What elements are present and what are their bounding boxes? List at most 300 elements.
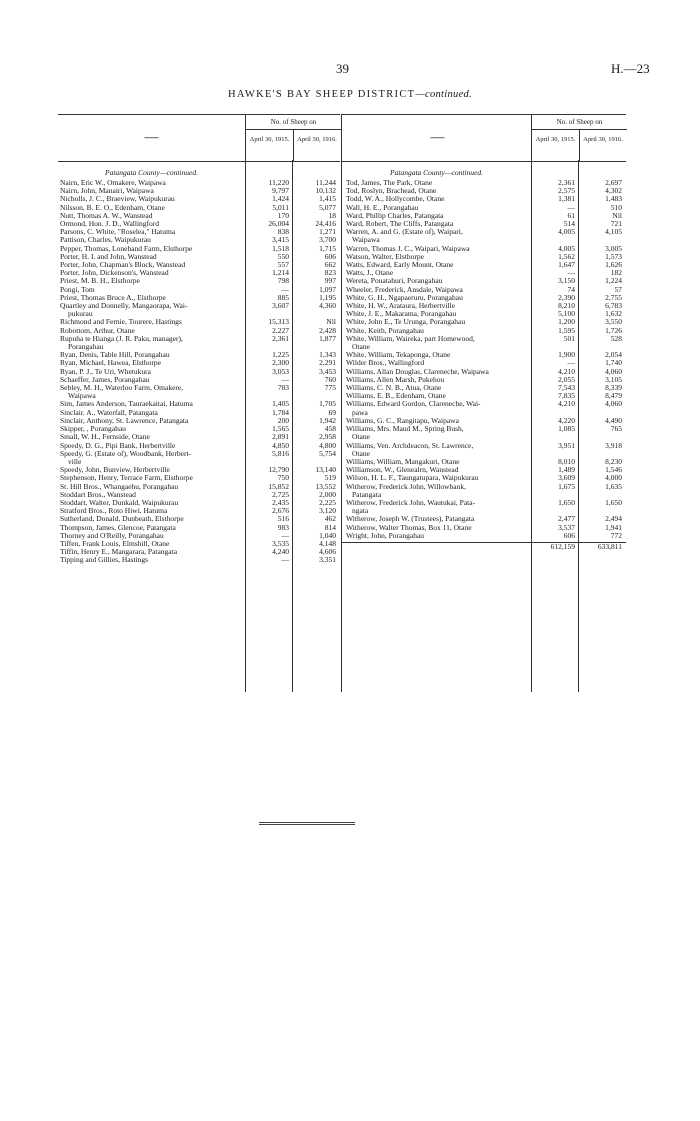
table-row [58,245,340,253]
sheep-1916: 1,343 [319,350,336,360]
sheep-1916: 4,148 [319,538,336,548]
sheep-count-group-label: No. of Sheep on [246,115,341,130]
sheep-1915: 2,477 [558,514,575,524]
col-1915-header: April 30, 1915. [535,136,576,143]
sheep-1915: 1,565 [272,424,289,434]
owner-name: Williams, Ven. Archdeacon, St. Lawrence, [346,441,474,450]
table-row [58,195,340,203]
sheep-1915: 7,835 [558,391,575,401]
sheep-1915: 514 [563,219,575,229]
sheep-1915: 3,053 [272,366,289,376]
table-row [342,220,626,228]
sheep-1916: 1,573 [605,251,622,261]
table-row [58,236,340,244]
sheep-1915: 501 [563,333,575,343]
table-row-continuation [342,450,626,458]
table-row-continuation [342,433,626,441]
table-row [342,261,626,269]
sheep-1915: — [281,284,289,294]
table-row [342,376,626,384]
sheep-1916: Nil [326,317,336,327]
owner-name: Waipawa [352,236,380,245]
sheep-1915: 1,381 [558,194,575,204]
sheep-1916: 1,483 [605,194,622,204]
owner-name: Porter, John, Dickenson's, Wanstead [60,269,169,278]
sheep-1915: 1,489 [558,465,575,475]
sheep-1916: 528 [610,333,622,343]
sheep-1916: 3,918 [605,440,622,450]
sheep-1916: 57 [614,284,622,294]
table-row [58,540,340,548]
table-row [342,351,626,359]
sheep-1915: 1,595 [558,325,575,335]
table-row [58,318,340,326]
owner-name: ngata [352,507,369,516]
table-row [58,359,340,367]
table-row [342,302,626,310]
table-row [342,442,626,450]
sheep-1915: 3,150 [558,276,575,286]
sheep-1915: 983 [277,522,289,532]
sheep-1915: 3,951 [558,440,575,450]
owner-name: Nutt, Thomas A. W., Wanstead [60,211,153,220]
owner-name: Warren, A. and G. (Estate of), Waipari, [346,228,463,237]
sheep-1915: 750 [277,473,289,483]
owner-name: Robottom, Arthur, Otane [60,326,135,335]
table-row [58,335,340,343]
owner-name: Tiffen, Frank Louis, Elmshill, Otane [60,539,170,548]
sheep-1916: 1,632 [605,309,622,319]
right-row-list [342,179,626,540]
sheep-1916: Nil [612,210,622,220]
owner-name: Richmond and Fernie, Tourere, Hastings [60,318,182,327]
sheep-1916: 11,244 [315,178,336,187]
owner-name: Priest, M. B. H., Elsthorpe [60,277,140,286]
total-row [342,542,626,551]
owner-name: Watts, Edward, Early Mount, Otane [346,261,454,270]
sheep-1915: 3,535 [272,538,289,548]
owner-name: White, William, Waireka, part Homewood, [346,334,475,343]
sheep-1915: 1,424 [272,194,289,204]
sheep-1916: 10,132 [315,186,336,196]
owner-name: Sinclair, Anthony, St. Lawrence, Patangata [60,416,189,425]
table-row-continuation [342,236,626,244]
sheep-1915: 1,900 [558,350,575,360]
end-rule [259,824,355,825]
title-text: HAWKE'S BAY SHEEP DISTRICT [227,89,416,100]
owner-name: Patangata [352,490,382,499]
table-row [342,335,626,343]
table-row [342,532,626,540]
sheep-1916: 2,494 [605,514,622,524]
table-row [58,187,340,195]
owner-name: Witherow, Joseph W. (Trustees), Patangata [346,515,475,524]
sheep-1916: 1,546 [605,465,622,475]
sheep-1915: 15,313 [268,317,289,327]
owner-name: Porter, H. I. and John, Wanstead [60,252,157,261]
owner-name: Witherow, Frederick John, Wautukai, Pata- [346,498,476,507]
sheep-1916: 13,140 [315,465,336,475]
sheep-1916: 1,650 [605,497,622,507]
table-row [342,269,626,277]
sheep-1916: 1,726 [605,325,622,335]
sheep-1915: 200 [277,415,289,425]
col-1916-header: April 30, 1916. [293,130,340,161]
sheep-1916: 1,040 [319,530,336,540]
sheep-1915: 15,852 [268,481,289,491]
sheep-1916: 4,360 [319,301,336,311]
table-row [58,212,340,220]
owner-name: Nilsson, B. E. O., Edenham, Otane [60,203,165,212]
sheep-1915: 1,200 [558,317,575,327]
total-label-cell [342,543,531,551]
name-column-header: — [144,130,159,145]
sheep-1915: 4,220 [558,415,575,425]
table-row [58,253,340,261]
sheep-1916: 462 [324,514,336,524]
sheep-1915: 4,005 [558,227,575,237]
sheep-1915: 2,055 [558,374,575,384]
table-row [342,359,626,367]
sheep-1916: 3,550 [605,317,622,327]
owner-name: Waipawa [68,392,96,401]
sheep-1916: 606 [324,251,336,261]
sheep-1916: 1,195 [319,292,336,302]
sheep-1916: 1,224 [605,276,622,286]
sheep-table [58,114,625,692]
owner-name: Williams, Mrs. Maud M., Spring Bush, [346,425,464,434]
owner-name: Wereta, Pouatahuri, Porangahau [346,277,443,286]
table-row [58,294,340,302]
sheep-1916: 3,351 [319,555,336,565]
owner-name: Otane [352,433,370,442]
sheep-1915: 12,790 [268,465,289,475]
table-row [58,384,340,392]
table-row [342,228,626,236]
owner-name: ville [68,457,82,466]
right-rows [342,166,626,551]
owner-name: White, John E., Te Urunga, Porangahau [346,318,466,327]
owner-name: Ward, Robert, The Cliffs, Patangata [346,220,454,229]
owner-name: Speedy, G. (Estate of), Woodbank, Herbert- [60,449,192,458]
table-row [58,302,340,310]
sheep-1916: 510 [610,202,622,212]
sheep-1916: 3,005 [605,243,622,253]
sheep-1915: 2,891 [272,432,289,442]
table-row [58,499,340,507]
sheep-1916: 5,754 [319,448,336,458]
sheep-1916: 1,877 [319,333,336,343]
sheep-1915: — [281,555,289,565]
table-row [342,483,626,491]
sheep-1916: 4,302 [605,186,622,196]
owner-name: White, G. H., Ngapaeruru, Porangahau [346,293,463,302]
sheep-1916: 814 [324,522,336,532]
sheep-1916: 18 [328,210,336,220]
sheep-1915: 4,005 [558,243,575,253]
sheep-1916: 2,958 [319,432,336,442]
sheep-1916: 2,054 [605,350,622,360]
table-row [342,245,626,253]
owner-name: Speedy, D. G., Pipi Bank, Herbertville [60,441,176,450]
owner-name: Williamson, W., Glenealrn, Wanstead [346,466,459,475]
sheep-1916: 1,415 [319,194,336,204]
sheep-1915: 1,647 [558,260,575,270]
owner-name: Thompson, James, Glencoe, Patangata [60,523,176,532]
owner-name: Williams, E. B., Edenham, Otane [346,392,446,401]
table-row [58,515,340,523]
owner-name: Todd, W. A., Hollycombe, Otane [346,195,445,204]
table-row [58,474,340,482]
left-table-header [58,114,340,162]
table-row [58,269,340,277]
sheep-1916: 2,697 [605,178,622,187]
owner-name: Sebley, M. H., Waterloo Farm, Omakere, [60,384,184,393]
table-row [58,450,340,458]
table-row-continuation [342,343,626,351]
sheep-1915: 7,543 [558,383,575,393]
sheep-1915: — [567,268,575,278]
sheep-1915: 2,435 [272,497,289,507]
table-row [58,532,340,540]
left-row-list [58,179,340,565]
owner-name: Stephenson, Henry, Terrace Farm, Elsthorpe [60,474,193,483]
name-column-header: — [430,130,445,145]
owner-name: Porter, John, Chapman's Block, Wanstead [60,261,186,270]
sheep-1916: 4,000 [605,473,622,483]
sheep-1915: 5,100 [558,309,575,319]
owner-name: Williams, Allen Marsh, Pukehou [346,375,445,384]
owner-name: Pepper, Thomas, Lonehand Farm, Elsthorpe [60,244,193,253]
sheep-1916: 3,120 [319,506,336,516]
county-heading: Patangata County—continued. [105,168,198,177]
sheep-1916: 182 [610,268,622,278]
sheep-1915: 2,676 [272,506,289,516]
table-row [342,425,626,433]
table-row-continuation [342,507,626,515]
owner-name: Stoddart, Walter, Dunkald, Waipukurau [60,498,179,507]
table-row [58,376,340,384]
left-rows [58,166,340,565]
owner-name: Wall, H. E., Porangahau [346,203,419,212]
sheep-1916: 775 [324,383,336,393]
sheep-1916: 8,479 [605,391,622,401]
owner-name: Wright, John, Porangahau [346,531,425,540]
sheep-1915: 4,210 [558,399,575,409]
sheep-1915: 1,405 [272,399,289,409]
owner-name: Otane [352,343,370,352]
owner-name: Witherow, Walter Thomas, Box 11, Otane [346,523,472,532]
table-row [342,417,626,425]
sheep-1915: 2,390 [558,292,575,302]
table-row [342,368,626,376]
sheep-1916: 4,105 [605,227,622,237]
table-row [58,524,340,532]
table-row [342,294,626,302]
sheep-1916: 1,097 [319,284,336,294]
table-row [342,466,626,474]
owner-name: White, William, Tekaponga, Otane [346,351,451,360]
table-row [58,548,340,556]
owner-name: Priest, Thomas Bruce A., Elsthorpe [60,293,166,302]
table-row [58,483,340,491]
owner-name: Wilder Bros., Wallingford [346,359,425,368]
sheep-1916: 1,740 [605,358,622,368]
sheep-1915: 4,240 [272,547,289,557]
owner-name: Ryan, Michael, Hawea, Elsthorpe [60,359,161,368]
sheep-1915: 26,004 [268,219,289,229]
owner-name: Witherow, Frederick John, Willowbank, [346,482,466,491]
right-table-header [342,114,626,162]
sheep-1916: 772 [610,530,622,540]
sheep-1916: 2,428 [319,325,336,335]
owner-name: Skipper, , Porangahau [60,425,126,434]
sheep-1916: 1,705 [319,399,336,409]
sheep-1915: 4,210 [558,366,575,376]
table-row [58,491,340,499]
sheep-1916: 69 [328,407,336,417]
sheep-1915: 557 [277,260,289,270]
table-row [342,515,626,523]
owner-name: Nairn, Eric W., Omakere, Waipawa [60,179,166,187]
col-1915-header: April 30, 1915. [249,136,290,143]
sheep-1915: 606 [563,530,575,540]
owner-name: Pattison, Charles, Waipukurau [60,236,151,245]
owner-name: Ryan, P. J., Te Uri, Whetukura [60,367,151,376]
owner-name: Stoddart Bros., Wanstead [60,490,136,499]
owner-name: Warren, Thomas J. C., Waipari, Waipawa [346,244,470,253]
sheep-count-group-label: No. of Sheep on [532,115,627,130]
owner-name: Williams, William, Mangakuri, Otane [346,457,460,466]
table-row [342,310,626,318]
sheep-1916: 1,715 [319,243,336,253]
sheep-1915: 3,415 [272,235,289,245]
owner-name: Wilson, H. L. F., Taungatupara, Waipukurau [346,474,479,483]
sheep-1916: 458 [324,424,336,434]
sheep-1915: 2,725 [272,489,289,499]
sheep-1915: 4,850 [272,440,289,450]
sheep-1915: 1,085 [558,424,575,434]
sheep-1916: 8,339 [605,383,622,393]
sheep-1915: — [567,358,575,368]
sheep-1916: 2,225 [319,497,336,507]
sheep-1916: 765 [610,424,622,434]
sheep-1916: 4,060 [605,399,622,409]
owner-name: Pongi, Tom [60,285,95,294]
sheep-1916: 6,783 [605,301,622,311]
table-row [58,228,340,236]
table-row [342,474,626,482]
table-row [342,384,626,392]
table-row [342,400,626,408]
sheep-1916: 1,635 [605,481,622,491]
owner-name: Small, W. H., Fernside, Otane [60,433,150,442]
sheep-1915: 2,300 [272,358,289,368]
owner-name: Sim, James Anderson, Tauraekaitai, Hatuma [60,400,193,409]
owner-name: Thorney and O'Reilly, Porangahau [60,531,164,540]
table-row [342,327,626,335]
sheep-1915: 3,607 [272,301,289,311]
owner-name: Tod, Roslyn, Brachead, Otane [346,187,437,196]
owner-name: Ormond, Hon. J. D., Wallingford [60,220,160,229]
sheep-1916: 997 [324,276,336,286]
sheep-1915: 798 [277,276,289,286]
table-row [342,286,626,294]
table-row [58,204,340,212]
owner-name: Rupuha te Hianga (J. R. Paku, manager), [60,334,183,343]
sheep-1916: 1,626 [605,260,622,270]
table-row [58,425,340,433]
sheep-1916: 4,060 [605,366,622,376]
table-row-continuation [342,409,626,417]
sheep-1915: 8,010 [558,456,575,466]
sheep-1916: 1,942 [319,415,336,425]
table-row [342,204,626,212]
table-row [342,253,626,261]
sheep-1916: 662 [324,260,336,270]
owner-name: St. Hill Bros., Whangaehu, Porangahau [60,482,179,491]
sheep-1916: 13,552 [315,481,336,491]
page-title [0,89,700,100]
sheep-1915: 1,675 [558,481,575,491]
sheep-1916: 4,606 [319,547,336,557]
owner-name: Porangahau [68,343,104,352]
sheep-1915: — [567,202,575,212]
table-row-continuation [342,491,626,499]
table-row-continuation [58,392,340,400]
owner-name: Ryan, Denis, Table Hill, Porangahau [60,351,170,360]
owner-name: White, H. W., Arataura, Herbertville [346,302,455,311]
table-row [58,556,340,564]
table-row [58,261,340,269]
page-number: 39 [336,61,349,76]
table-row-continuation [58,310,340,318]
owner-name: Williams, Allan Douglas, Clareneche, Waipawa [346,367,489,376]
owner-name: Parsons, C. White, "Roselea," Hatuma [60,228,176,237]
owner-name: White, J. E., Makarama, Porangahau [346,310,457,319]
owner-name: Tipping and Gillies, Hastings [60,556,149,565]
table-row [342,392,626,400]
sheep-1915: 550 [277,251,289,261]
owner-name: Sinclair. A., Waterfall, Patangata [60,408,158,417]
sheep-1916: 8,230 [605,456,622,466]
table-row [58,466,340,474]
sheep-1915: 1,225 [272,350,289,360]
table-row [58,351,340,359]
sheep-1916: 3,453 [319,366,336,376]
owner-name: Williams, G. C., Rangitapu, Waipawa [346,416,459,425]
sheep-1916: 2,755 [605,292,622,302]
sheep-1916: 519 [324,473,336,483]
left-table [58,114,340,692]
owner-name: Tiffin, Henry E., Mangarara, Patangata [60,548,178,557]
sheep-1915: 838 [277,227,289,237]
table-row [342,524,626,532]
owner-name: Williams, Edward Gordon, Clareneche, Wai- [346,400,481,409]
sheep-1915: 783 [277,383,289,393]
sheep-1916: 24,416 [315,219,336,229]
sheep-1915: 1,214 [272,268,289,278]
sheep-1916: 823 [324,268,336,278]
sheep-1915: 2,227 [272,325,289,335]
total-1916: 633,811 [597,541,622,551]
sheep-1915: 5,816 [272,448,289,458]
sheep-1916: 4,800 [319,440,336,450]
owner-name: Wheeler, Frederick, Ansdale, Waipawa [346,285,463,294]
sheep-1915: 5,011 [272,202,289,212]
table-row [58,277,340,285]
table-row [342,195,626,203]
